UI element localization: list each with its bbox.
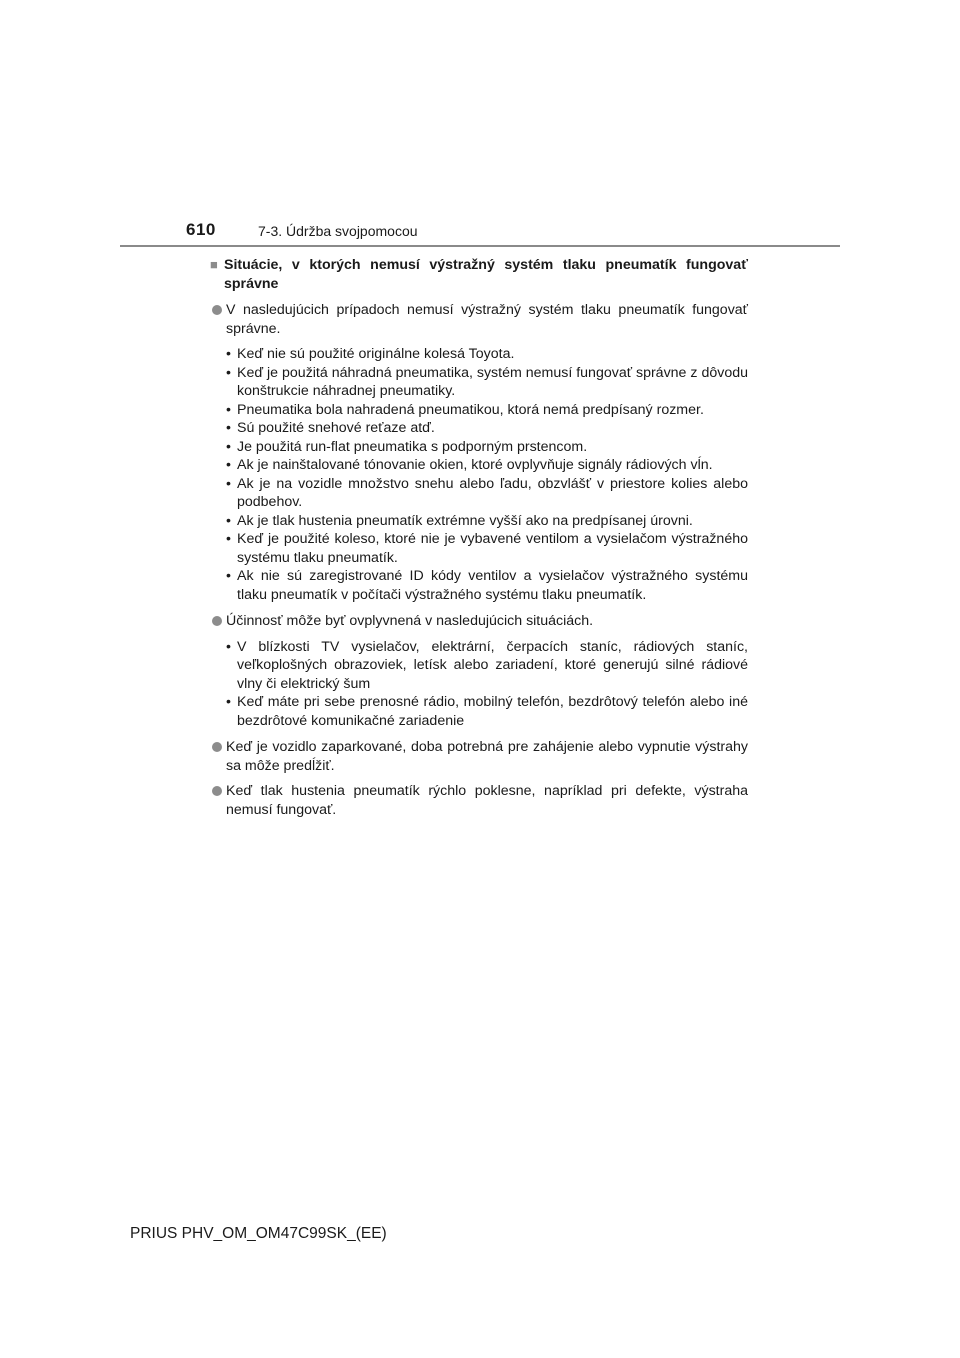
main-content [210, 256, 748, 826]
list-item-text: Ak je tlak hustenia pneumatík extrémne vyšší ako na predpísanej úrovni. [237, 512, 693, 529]
header-divider [120, 245, 840, 247]
list-item [226, 345, 748, 364]
list-item-text: V blízkosti TV vysielačov, elektrární, čerpacích staníc, rádiových staníc, veľkoplošných obrazoviek, letísk alebo zariadení, ktoré generujú silné rádiové vlny či elektrický šum [237, 638, 748, 692]
list-item [226, 638, 748, 694]
point-text: V nasledujúcich prípadoch nemusí výstražný systém tlaku pneumatík fungovať správne. [226, 302, 748, 337]
section-heading [210, 256, 748, 293]
bullet-list [226, 345, 748, 604]
list-item [226, 693, 748, 730]
list-item [226, 530, 748, 567]
point-text: Keď tlak hustenia pneumatík rýchlo poklesne, napríklad pri defekte, výstraha nemusí fungovať. [226, 783, 748, 818]
list-item [226, 364, 748, 401]
point-item [210, 782, 748, 819]
point-item [210, 738, 748, 775]
circle-bullet-icon [212, 786, 222, 796]
list-item-text: Ak je na vozidle množstvo snehu alebo ľadu, obzvlášť v priestore kolies alebo podbehov. [237, 475, 748, 510]
bullet-dot-icon: • [226, 420, 231, 436]
list-item [226, 567, 748, 604]
bullet-dot-icon: • [226, 568, 231, 584]
bullet-dot-icon: • [226, 401, 231, 418]
list-item-text: Keď máte pri sebe prenosné rádio, mobilný telefón, bezdrôtový telefón alebo iné bezdrôtové komunikačné zariadenie [237, 694, 748, 729]
bullet-dot-icon: • [226, 346, 231, 362]
list-item [226, 475, 748, 512]
point-text: Keď je vozidlo zaparkované, doba potrebná pre zahájenie alebo vypnutie výstrahy sa môže predĺžiť. [226, 739, 748, 774]
bullet-list [226, 638, 748, 731]
bullet-dot-icon: • [226, 438, 231, 455]
list-item-text: Ak nie sú zaregistrované ID kódy ventilov a vysielačov výstražného systému tlaku pneumatík v počítači výstražného systému tlaku pneumatík. [237, 568, 748, 603]
list-item [226, 456, 748, 475]
bullet-dot-icon: • [226, 457, 231, 473]
list-item-text: Pneumatika bola nahradená pneumatikou, ktorá nemá predpísaný rozmer. [237, 401, 704, 418]
list-item-text: Keď je použitá náhradná pneumatika, systém nemusí fungovať správne z dôvodu konštrukcie náhradnej pneumatiky. [237, 364, 748, 399]
point-item [210, 612, 748, 631]
list-item-text: Je použitá run-flat pneumatika s podporným prstencom. [237, 438, 588, 455]
bullet-dot-icon: • [226, 512, 231, 529]
square-bullet-icon: ■ [210, 257, 218, 272]
bullet-dot-icon: • [226, 694, 231, 710]
bullet-dot-icon: • [226, 475, 231, 492]
list-item-text: Keď nie sú použité originálne kolesá Toyota. [237, 346, 515, 362]
bullet-dot-icon: • [226, 638, 231, 655]
circle-bullet-icon [212, 305, 222, 315]
list-item-text: Keď je použité koleso, ktoré nie je vybavené ventilom a vysielačom výstražného systému tlaku pneumatík. [237, 531, 748, 566]
list-item-text: Sú použité snehové reťaze atď. [237, 420, 435, 436]
circle-bullet-icon [212, 742, 222, 752]
list-item [226, 401, 748, 420]
heading-text: Situácie, v ktorých nemusí výstražný systém tlaku pneumatík fungovať správne [224, 257, 748, 292]
list-item [226, 512, 748, 531]
circle-bullet-icon [212, 616, 222, 626]
page-number: 610 [186, 220, 216, 239]
document-code: PRIUS PHV_OM_OM47C99SK_(EE) [130, 1225, 387, 1242]
points-list [210, 301, 748, 819]
point-text: Účinnosť môže byť ovplyvnená v nasledujúcich situáciách. [226, 613, 594, 629]
list-item [226, 419, 748, 438]
list-item-text: Ak je nainštalované tónovanie okien, ktoré ovplyvňuje signály rádiových vĺn. [237, 457, 713, 473]
section-title: 7-3. Údržba svojpomocou [258, 223, 418, 239]
list-item [226, 438, 748, 457]
bullet-dot-icon: • [226, 364, 231, 381]
point-item [210, 301, 748, 338]
bullet-dot-icon: • [226, 531, 231, 547]
